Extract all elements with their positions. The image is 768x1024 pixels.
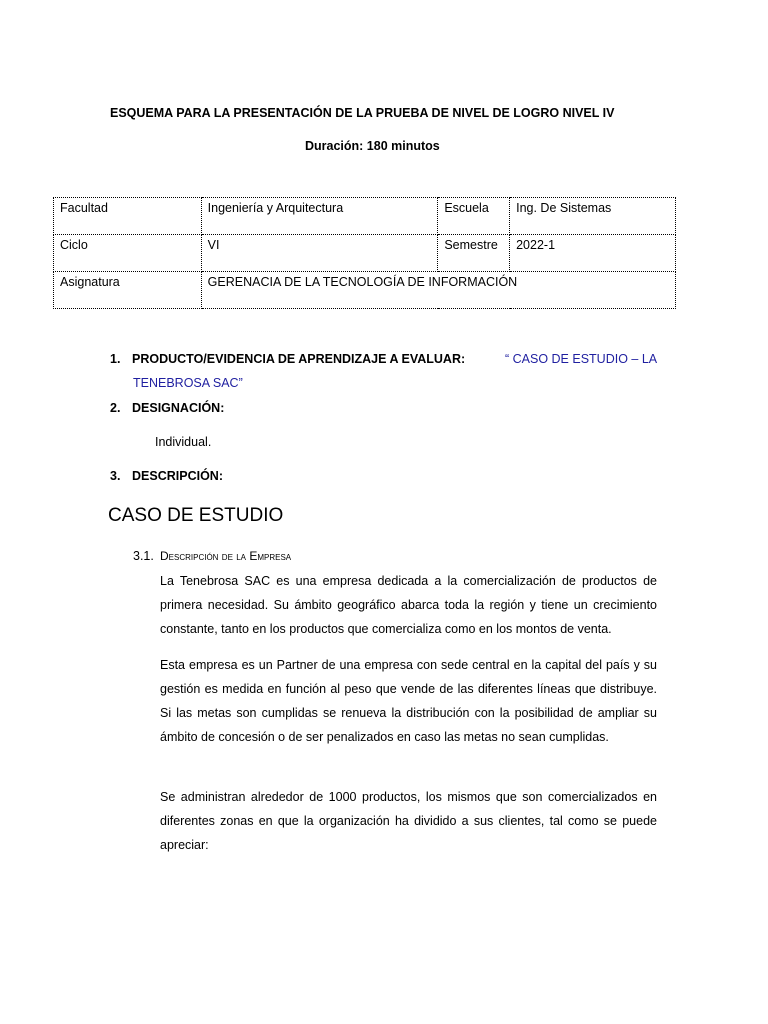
list-item-product <box>110 352 658 366</box>
subsection-heading <box>133 549 291 563</box>
product-value: “ CASO DE ESTUDIO – LA <box>505 352 658 366</box>
table-row <box>54 272 676 309</box>
table-row <box>54 198 676 235</box>
case-study-heading: CASO DE ESTUDIO <box>108 505 284 526</box>
paragraph: Se administran alrededor de 1000 productos, los mismos que son comercializados en diferentes zonas en que la organización ha dividido a sus clientes, tal como se puede apreciar: <box>160 790 657 852</box>
list-item-description <box>110 469 223 483</box>
table-row <box>54 235 676 272</box>
subsection-number: 3.1. <box>133 549 154 563</box>
table-cell: Asignatura <box>54 272 202 309</box>
list-number: 2. <box>110 401 121 415</box>
document-title: ESQUEMA PARA LA PRESENTACIÓN DE LA PRUEBA DE NIVEL DE LOGRO NIVEL IV <box>110 106 615 120</box>
table-cell: Ingeniería y Arquitectura <box>201 198 438 235</box>
table-cell: Ing. De Sistemas <box>510 198 676 235</box>
designation-value: Individual. <box>155 435 212 449</box>
paragraph: Esta empresa es un Partner de una empresa con sede central en la capital del país y su gestión es medida en función al peso que vende de las diferentes líneas que distribuye. Si las metas son cumplidas se renueva la distribución con la posibilidad de ampliar su ámbito de concesión o de ser penalizados en caso las metas no sean cumplidas. <box>160 658 657 744</box>
table-cell: Ciclo <box>54 235 202 272</box>
table-cell: VI <box>201 235 438 272</box>
duration-label: Duración: 180 minutos <box>305 139 440 153</box>
table-cell: Escuela <box>438 198 510 235</box>
list-label: DESIGNACIÓN: <box>132 401 225 415</box>
table-cell: GERENACIA DE LA TECNOLOGÍA DE INFORMACIÓN <box>201 272 675 309</box>
list-label: DESCRIPCIÓN: <box>132 469 223 483</box>
list-number: 1. <box>110 352 121 366</box>
table-cell: 2022-1 <box>510 235 676 272</box>
list-label: PRODUCTO/EVIDENCIA DE APRENDIZAJE A EVALUAR: <box>132 352 466 366</box>
paragraph: La Tenebrosa SAC es una empresa dedicada a la comercialización de productos de primera necesidad. Su ámbito geográfico abarca toda la región y tiene un crecimiento constante, tanto en los productos que comercializa como en los montos de venta. <box>160 574 657 636</box>
product-value-continued: TENEBROSA SAC” <box>133 376 243 390</box>
table-cell: Facultad <box>54 198 202 235</box>
info-table <box>53 197 676 309</box>
list-number: 3. <box>110 469 121 483</box>
list-item-designation <box>110 401 224 415</box>
subsection-title: Descripción de la Empresa <box>160 549 292 563</box>
table-cell: Semestre <box>438 235 510 272</box>
